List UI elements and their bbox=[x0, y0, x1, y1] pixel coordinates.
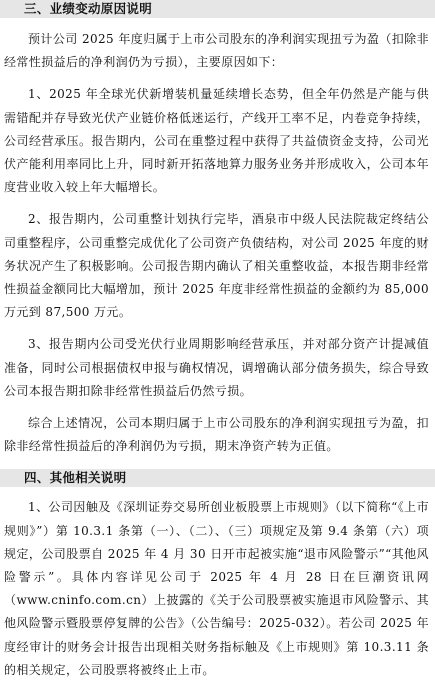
section-heading-performance-reasons: 三、业绩变动原因说明 bbox=[0, 0, 435, 18]
other-note-1-paragraph: 1、公司因触及《深圳证券交易所创业板股票上市规则》（以下简称“《上市规则》”）第 10.3.1 条第（一）、（二）、（三）项规定及第 9.4 条第（六）项规定，公司股票自 2025 年 4 月 30 日开市起被实施“退市风险警示”“其他风险警示”。具体内容详见公司于 2025 年 4 月 28 日在巨潮资讯网（www.cninfo.com.cn）上披露的《关于公司股票被实施退市风险警示、其他风险警示暨股票停复牌的公告》（公告编号：2025-032）。若公司 2025 年度经审计的财务会计报告出现相关财务指标触及《上市规则》第 10.3.11 条的相关规定，公司股票将被终止上市。 bbox=[4, 500, 429, 677]
reason-3-paragraph: 3、报告期内公司受光伏行业周期影响经营承压，并对部分资产计提减值准备，同时公司根据债权申报与确权情况，调增确认部分债务损失，综合导致公司本报告期扣除非经常性损益后仍然亏损。 bbox=[4, 337, 429, 398]
reason-2-paragraph: 2、报告期内，公司重整计划执行完毕，酒泉市中级人民法院裁定终结公司重整程序，公司重整完成优化了公司资产负债结构，对公司 2025 年度的财务状况产生了积极影响。公司报告期内确认了相关重整收益，本报告期非经常性损益金额同比大幅增加，预计 2025 年度非经常性损益的金额约为 85,000 万元到 87,500 万元。 bbox=[4, 212, 429, 320]
reason-1-paragraph: 1、2025 年全球光伏新增装机量延续增长态势，但全年仍然是产能与供需错配并存导致光伏产业链价格低迷运行，产线开工率不足，内卷竞争持续，公司经营承压。报告期内，公司在重整过程中获得了共益债资金支持，公司光伏产能利用率同比上升，同时新开拓落地算力服务业务并形成收入，公司本年度营业收入较上年大幅增长。 bbox=[4, 87, 429, 195]
intro-paragraph: 预计公司 2025 年度归属于上市公司股东的净利润实现扭亏为盈（扣除非经常性损益后的净利润仍为亏损），主要原因如下： bbox=[4, 32, 429, 70]
summary-paragraph: 综合上述情况，公司本期归属于上市公司股东的净利润实现扭亏为盈，扣除非经常性损益后的净利润仍为亏损，期末净资产转为正值。 bbox=[4, 416, 429, 454]
section-heading-other-notes: 四、其他相关说明 bbox=[0, 469, 435, 487]
